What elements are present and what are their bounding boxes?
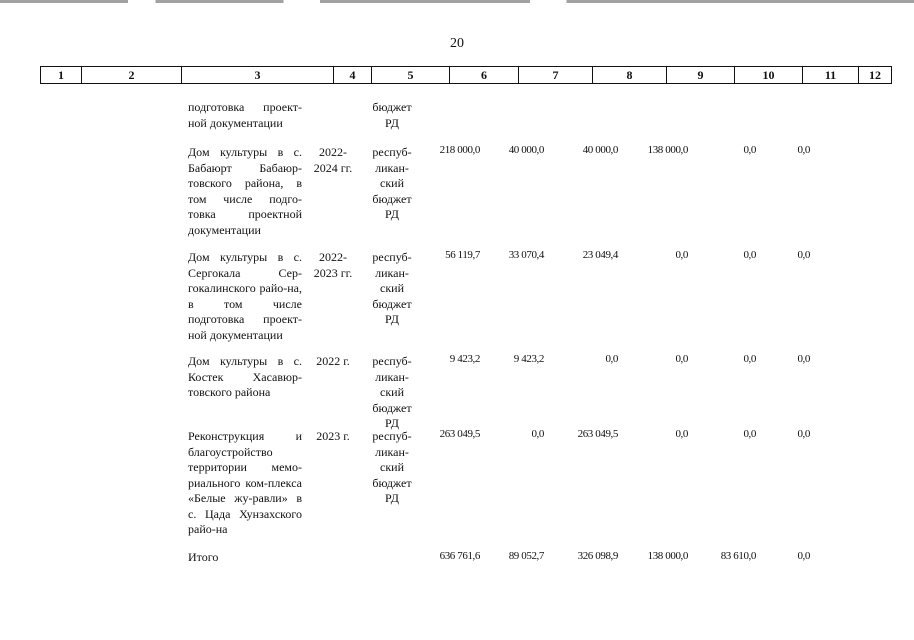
row-value-col10: 0,0: [743, 249, 756, 261]
row-value-col7: 40 000,0: [508, 144, 544, 156]
row-value-col8: 23 049,4: [582, 249, 618, 261]
scan-top-edge: [0, 0, 914, 3]
total-value-col10: 83 610,0: [720, 550, 756, 562]
row-funding-source: респуб-ликан-ский бюджет РД: [372, 145, 412, 221]
row-value-col6: 263 049,5: [439, 428, 480, 440]
row-value-col7: 0,0: [531, 428, 544, 440]
total-value-col7: 89 052,7: [508, 550, 544, 562]
total-label: Итого: [188, 550, 219, 564]
row-value-col6: 218 000,0: [439, 144, 480, 156]
row-description: Реконструкция и благоустройство территории мемо-риального ком-плекса «Белые жу-равли» в с. Цада Хунзахского райо-на: [188, 429, 302, 536]
row-description: подготовка проект-ной документации: [188, 100, 302, 130]
row-value-col7: 9 423,2: [513, 353, 544, 365]
row-value-col11: 0,0: [797, 249, 810, 261]
row-description: Дом культуры в с. Сергокала Сер-гокалинского райо-на, в том числе подготовка проект-ной документации: [188, 250, 302, 342]
column-header-2: 2: [81, 67, 181, 83]
total-value-col8: 326 098,9: [577, 550, 618, 562]
row-years: 2022-2024 гг.: [313, 145, 353, 175]
row-value-col8: 40 000,0: [582, 144, 618, 156]
row-years: 2023 г.: [316, 429, 350, 443]
row-value-col11: 0,0: [797, 353, 810, 365]
column-header-8: 8: [592, 67, 666, 83]
column-header-1: 1: [40, 67, 81, 83]
page-number: 20: [450, 36, 464, 51]
row-description: Дом культуры в с. Бабаюрт Бабаюр-товского района, в том числе подго-товка проектной документации: [188, 145, 302, 237]
row-value-col9: 0,0: [675, 249, 688, 261]
total-value-col11: 0,0: [797, 550, 810, 562]
column-header-10: 10: [734, 67, 802, 83]
column-header-12: 12: [858, 67, 892, 83]
row-value-col6: 9 423,2: [449, 353, 480, 365]
row-years: 2022-2023 гг.: [313, 250, 353, 280]
row-funding-source: респуб-ликан-ский бюджет РД: [372, 250, 412, 326]
table-header-row: [40, 66, 892, 84]
total-value-col9: 138 000,0: [647, 550, 688, 562]
row-funding-source: респуб-ликан-ский бюджет РД: [372, 429, 412, 505]
row-value-col10: 0,0: [743, 144, 756, 156]
row-value-col10: 0,0: [743, 353, 756, 365]
row-value-col6: 56 119,7: [445, 249, 480, 261]
row-funding-source: респуб-ликан-ский бюджет РД: [372, 354, 412, 430]
column-header-7: 7: [518, 67, 592, 83]
row-value-col9: 0,0: [675, 428, 688, 440]
row-value-col8: 263 049,5: [577, 428, 618, 440]
row-value-col11: 0,0: [797, 144, 810, 156]
row-value-col11: 0,0: [797, 428, 810, 440]
row-years: 2022 г.: [316, 354, 350, 368]
row-value-col8: 0,0: [605, 353, 618, 365]
row-value-col10: 0,0: [743, 428, 756, 440]
row-value-col9: 138 000,0: [647, 144, 688, 156]
column-header-11: 11: [802, 67, 858, 83]
column-header-9: 9: [666, 67, 734, 83]
column-header-3: 3: [181, 67, 333, 83]
column-header-6: 6: [449, 67, 518, 83]
row-funding-source: бюджет РД: [372, 100, 412, 130]
total-value-col6: 636 761,6: [439, 550, 480, 562]
column-header-5: 5: [371, 67, 449, 83]
row-value-col7: 33 070,4: [508, 249, 544, 261]
row-description: Дом культуры в с. Костек Хасавюр-товского района: [188, 354, 302, 399]
row-value-col9: 0,0: [675, 353, 688, 365]
column-header-4: 4: [333, 67, 371, 83]
